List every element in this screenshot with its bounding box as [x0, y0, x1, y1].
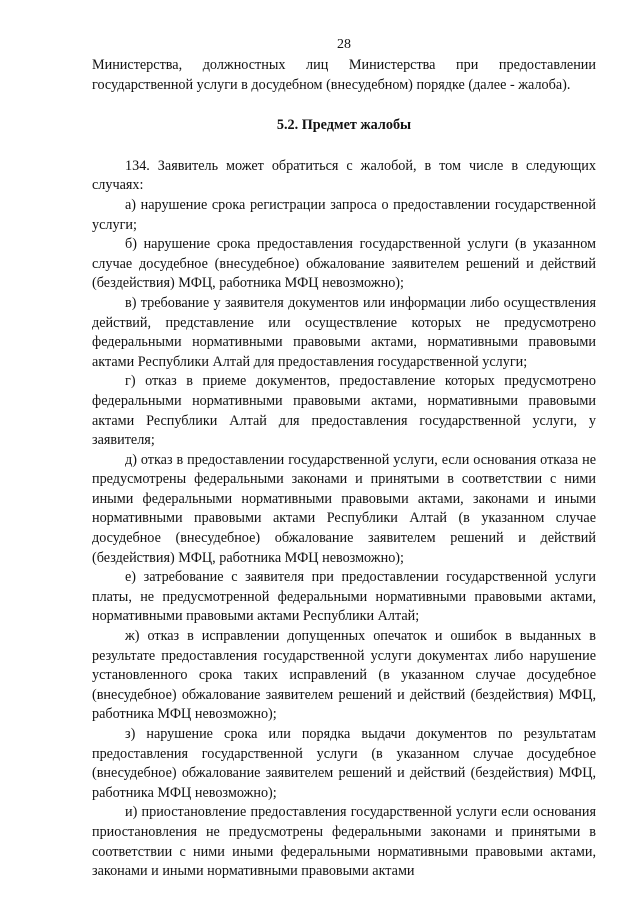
paragraph-item-z: з) нарушение срока или порядка выдачи документов по результатам предоставления государственной услуги (в указанном случае досудебное (внесудебное) обжалование заявителем решений и действий (бездействия) МФЦ, работника МФЦ невозможно); — [92, 726, 596, 801]
paragraph-item-v: в) требование у заявителя документов или информации либо осуществления действий, представление или осуществление которых не предусмотрено федеральными нормативными правовыми актами, нормативными правовыми актами Республики Алтай для предоставления государственной услуги; — [92, 294, 596, 370]
paragraph-item-zh: ж) отказ в исправлении допущенных опечаток и ошибок в выданных в результате предоставления государственной услуги документах либо нарушение установленного срока таких исправлений (в указанном случае досудебное (внесудебное) обжалование заявителем решений и действий (бездействия) МФЦ, работника МФЦ невозможно); — [92, 628, 596, 723]
document-page — [92, 36, 596, 882]
paragraph-134: 134. Заявитель может обратиться с жалобой, в том числе в следующих случаях: — [92, 157, 596, 194]
page-number: 28 — [337, 37, 351, 52]
paragraph-item-i: и) приостановление предоставления государственной услуги если основания приостановления не предусмотрены федеральными законами и принятыми в соответствии с ними иными федеральными нормативными правовыми актами, законами и иными нормативными правовыми актами — [92, 804, 596, 880]
paragraph-item-g: г) отказ в приеме документов, предоставление которых предусмотрено федеральными нормативными правовыми актами, нормативными правовыми актами Республики Алтай для предоставления государственной услуги, у заявителя; — [92, 373, 596, 449]
section-heading: 5.2. Предмет жалобы — [276, 117, 412, 134]
intro-paragraph: Министерства, должностных лиц Министерства при предоставлении государственной услуги в досудебном (внесудебном) порядке (далее - жалоба). — [92, 57, 596, 93]
paragraph-item-a: а) нарушение срока регистрации запроса о предоставлении государственной услуги; — [92, 196, 596, 233]
paragraph-item-d: д) отказ в предоставлении государственной услуги, если основания отказа не предусмотрены федеральными законами и принятыми в соответствии с ними иными федеральными нормативными правовыми актами, законами и иными нормативными правовыми актами Республики Алтай (в указанном случае досудебное (внесудебное) обжалование заявителем решений и действий (бездействия) МФЦ, работника МФЦ невозможно); — [92, 451, 596, 566]
paragraph-item-e: е) затребование с заявителя при предоставлении государственной услуги платы, не предусмотренной федеральными нормативными правовыми актами, нормативными правовыми актами Республики Алтай; — [92, 569, 596, 625]
paragraph-item-b: б) нарушение срока предоставления государственной услуги (в указанном случае досудебное (внесудебное) обжалование заявителем решений и действий (бездействия) МФЦ, работника МФЦ невозможно); — [92, 236, 596, 292]
